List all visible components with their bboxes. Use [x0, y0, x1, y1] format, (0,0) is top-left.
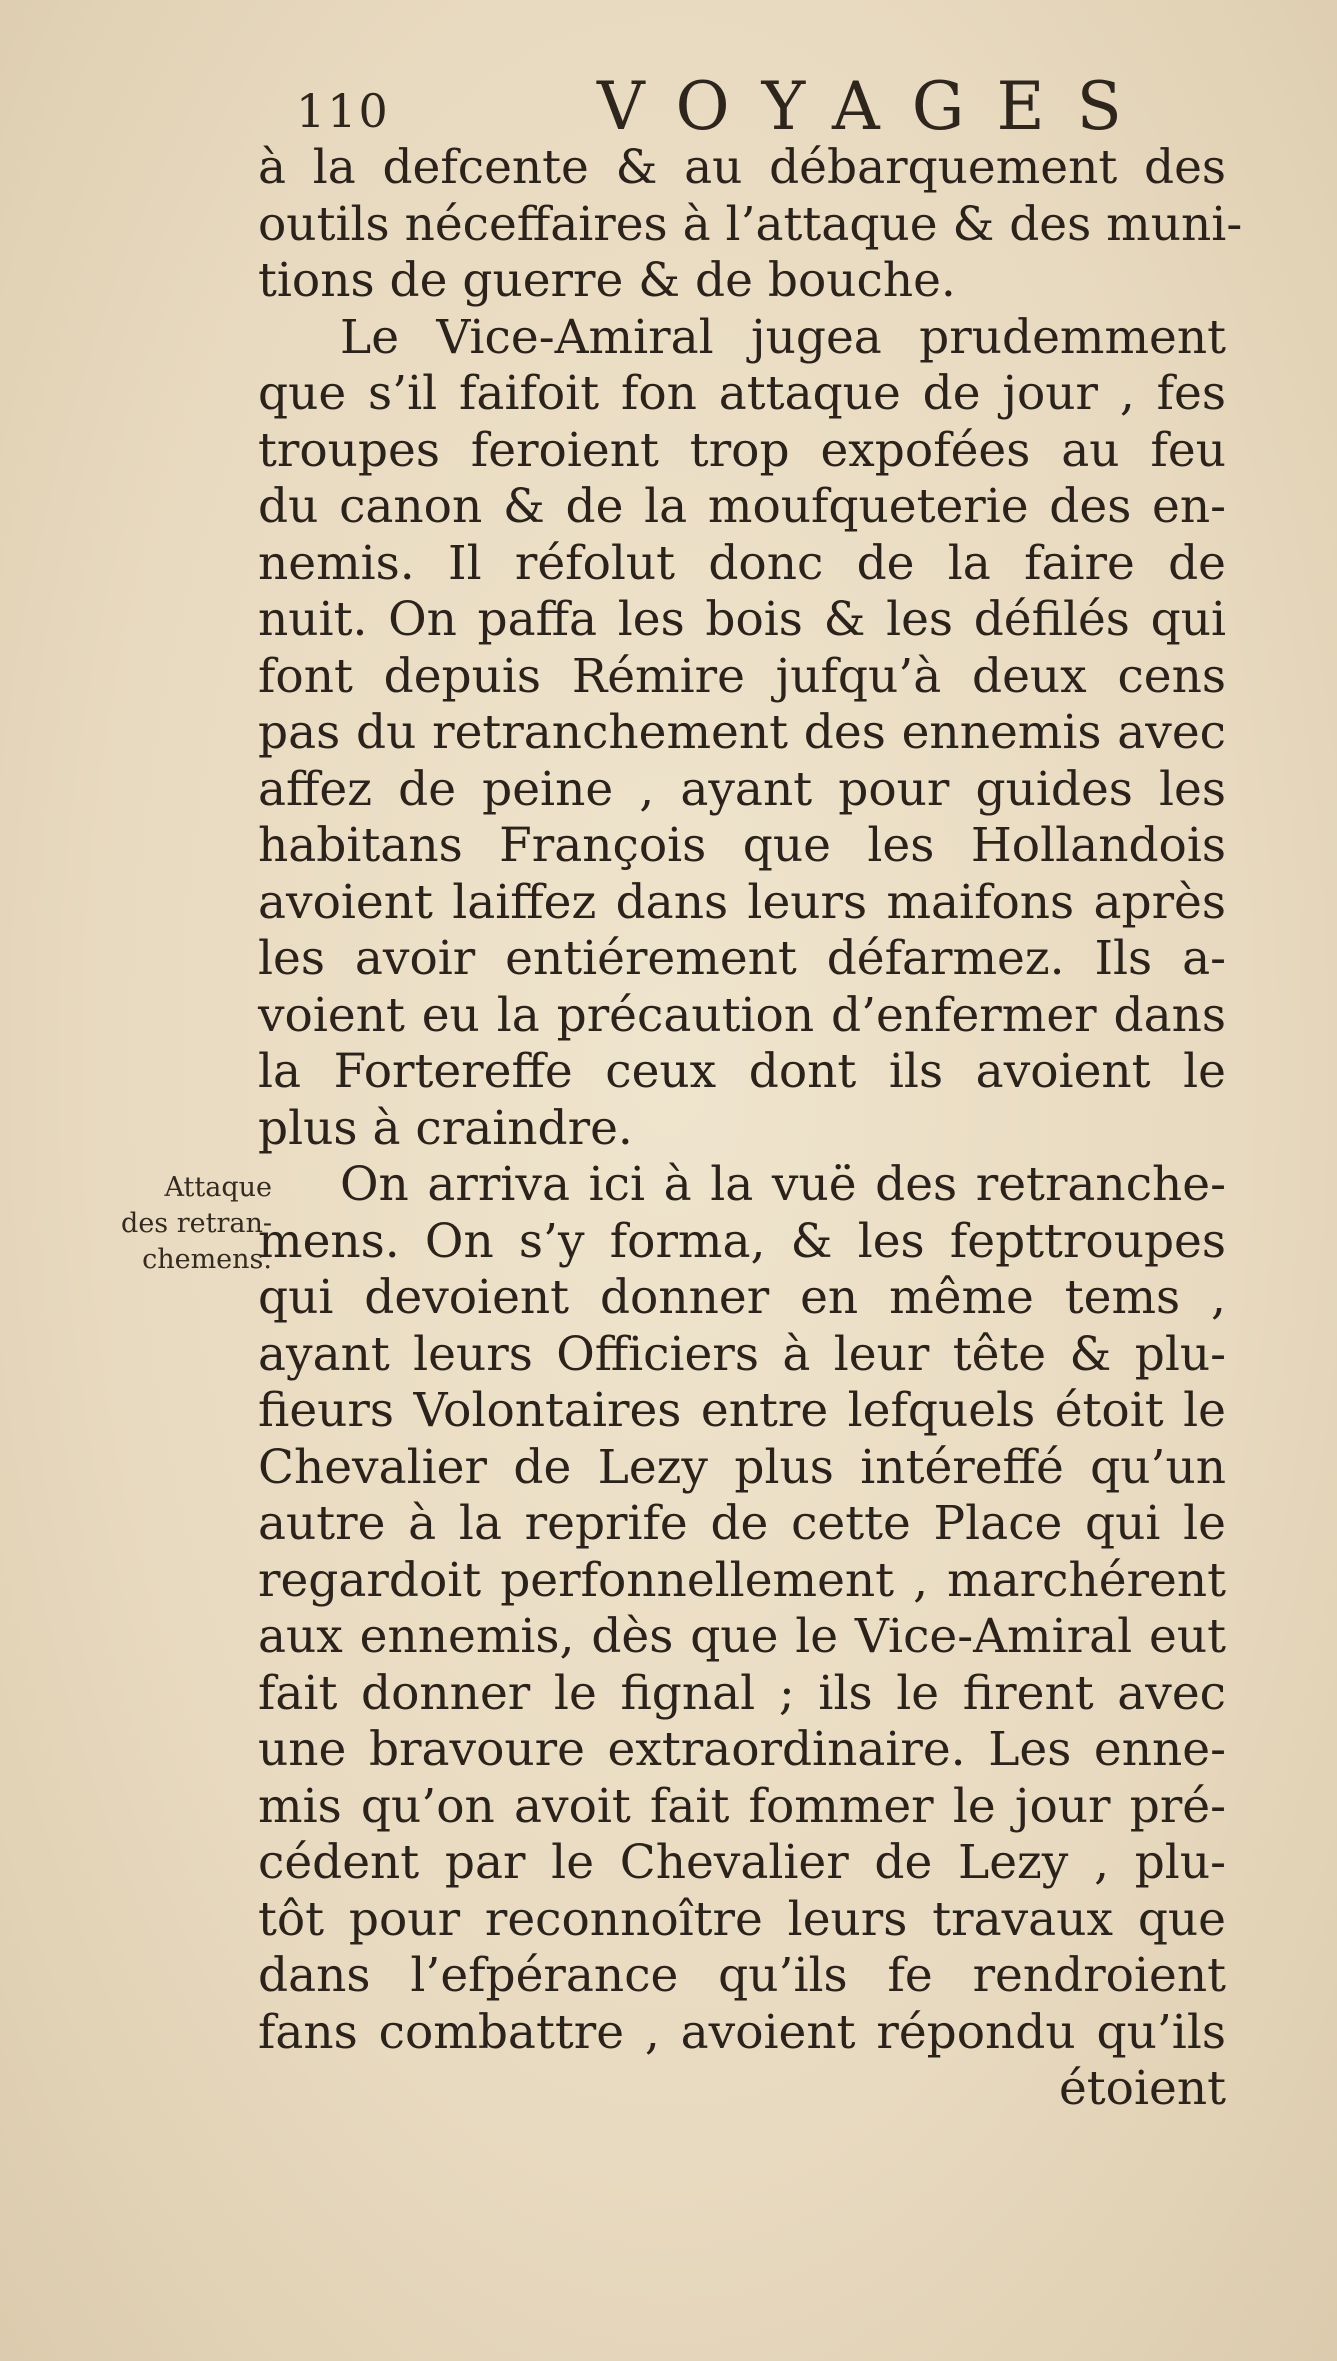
running-title: VOYAGES	[597, 68, 1154, 145]
text-line: tôt pour reconnoître leurs travaux que	[258, 1891, 1226, 1947]
body-text	[258, 140, 1243, 2118]
text-line: habitans François que les Hollandois	[258, 818, 1226, 873]
text-line: troupes feroient trop expofées au feu	[258, 422, 1226, 478]
text-line: cédent par le Chevalier de Lezy , plu-	[258, 1835, 1226, 1890]
text-line: tions de guerre & de bouche.	[258, 253, 956, 308]
text-line: autre à la reprife de cette Place qui le	[258, 1496, 1226, 1551]
marginal-note-line: chemens.	[142, 1244, 272, 1275]
text-line: pas du retranchement des ennemis avec	[258, 705, 1226, 760]
text-line: les avoir entiérement défarmez. Ils a-	[258, 931, 1226, 986]
text-line: ayant leurs Officiers à leur tête & plu-	[258, 1326, 1226, 1382]
text-line: fait donner le fignal ; ils le firent avec	[258, 1665, 1226, 1721]
text-line: une bravoure extraordinaire. Les enne-	[258, 1722, 1226, 1777]
text-line: plus à craindre.	[258, 1100, 633, 1156]
text-line: Le Vice-Amiral jugea prudemment	[340, 309, 1226, 365]
text-line: nuit. On paffa les bois & les défilés qui	[258, 592, 1226, 647]
text-line: fans combattre , avoient répondu qu’ils	[258, 2004, 1226, 2060]
text-line: aux ennemis, dès que le Vice-Amiral eut	[258, 1609, 1226, 1664]
text-line: font depuis Rémire jufqu’à deux cens	[258, 648, 1226, 704]
text-line: affez de peine , ayant pour guides les	[258, 761, 1226, 817]
marginal-note-line: des retran-	[121, 1208, 272, 1239]
text-line: la Fortereffe ceux dont ils avoient le	[258, 1044, 1226, 1099]
marginal-note-line: Attaque	[164, 1172, 272, 1203]
text-line: qui devoient donner en même tems ,	[258, 1270, 1226, 1325]
text-line: à la defcente & au débarquement des	[258, 140, 1226, 195]
text-line: mis qu’on avoit fait fommer le jour pré-	[258, 1778, 1226, 1834]
text-line: mens. On s’y forma, & les fepttroupes	[258, 1213, 1226, 1269]
catchword: étoient	[1058, 2061, 1226, 2116]
text-line: du canon & de la moufqueterie des en-	[258, 479, 1226, 534]
text-line: avoient laiffez dans leurs maifons après	[258, 874, 1226, 930]
text-line: que s’il faifoit fon attaque de jour , fes	[258, 366, 1226, 421]
text-line: voient eu la précaution d’enfermer dans	[258, 987, 1226, 1043]
text-line: nemis. Il réfolut donc de la faire de	[258, 535, 1226, 591]
marginal-note	[92, 1170, 272, 1278]
text-line: On arriva ici à la vuë des retranche-	[340, 1157, 1226, 1212]
text-line: regardoit perfonnellement , marchérent	[258, 1552, 1226, 1608]
text-line: outils néceffaires à l’attaque & des muni-	[258, 196, 1243, 252]
page-number: 110	[296, 84, 390, 138]
page-header	[0, 62, 1337, 145]
text-line: fieurs Volontaires entre lefquels étoit le	[258, 1383, 1226, 1438]
text-line: Chevalier de Lezy plus intéreffé qu’un	[258, 1439, 1226, 1495]
text-line: dans l’efpérance qu’ils fe rendroient	[258, 1948, 1226, 2003]
